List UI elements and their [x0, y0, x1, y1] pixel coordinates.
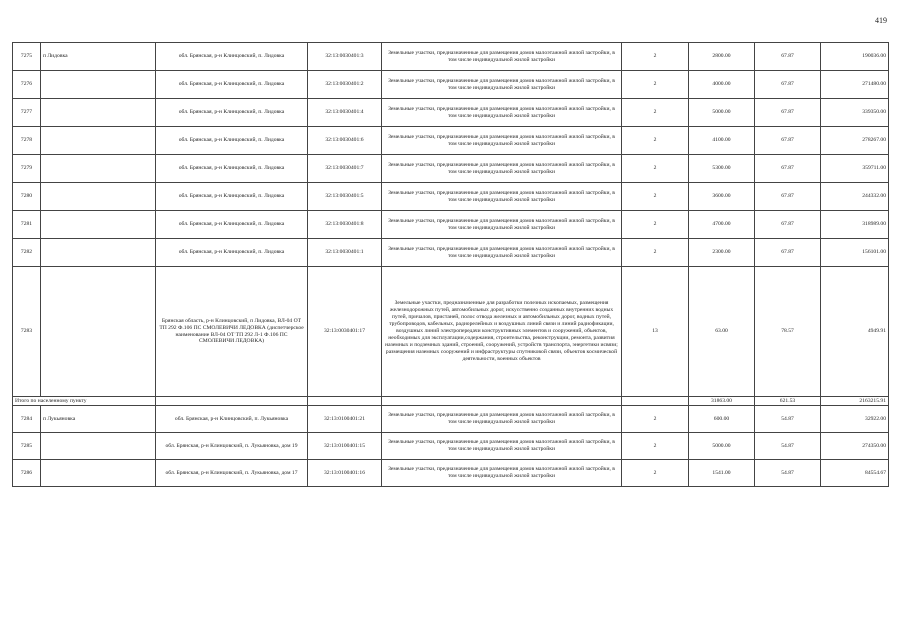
category-cell: 2: [622, 183, 689, 211]
cadastral-value-cell: 32922.00: [821, 406, 889, 433]
category-cell: 2: [622, 155, 689, 183]
land-use-cell: Земельные участки, предназначенные для размещения домов малоэтажной жилой застройки, в том числе индивидуальной жилой застройки: [382, 183, 622, 211]
land-use-cell: Земельные участки, предназначенные для разработки полезных ископаемых, размещения железнодорожных путей, автомобильных дорог, искусственно созданных внутренних водных путей, причалов, пристаней, полос отвода железных и автомобильных дорог, водных путей, трубопроводов, кабельных, радиорелейных и воздушных линий связи и линий радиофикации, воздушных линий электропередачи конструктивных элементов и сооружений, объектов, необходимых для эксплуатации,содержания, строительства, реконструкции, ремонта, развития наземных и подземных зданий, строений, сооружений, устройств транспорта, энергетики исвязи; размещения наземных сооружений и инфраструктуры спутниковой связи, объектов космической деятельности, военных объектов: [382, 267, 622, 397]
cadastral-number-cell: 32:13:0030401:4: [308, 99, 382, 127]
total-rate-cell: 621.53: [755, 397, 821, 406]
row-number: 7281: [13, 211, 41, 239]
row-number: 7278: [13, 127, 41, 155]
cadastral-value-cell: 190036.00: [821, 43, 889, 71]
empty-cell: [156, 397, 308, 406]
area-cell: 63.00: [689, 267, 755, 397]
empty-cell: [622, 397, 689, 406]
land-use-cell: Земельные участки, предназначенные для размещения домов малоэтажной жилой застройки, в том числе индивидуальной жилой застройки: [382, 433, 622, 460]
settlement-cell: [41, 211, 156, 239]
settlement-cell: п Лукьяновка: [41, 406, 156, 433]
address-cell: обл. Брянская, р-н Клинцовский, п. Лидовка: [156, 211, 308, 239]
land-use-cell: Земельные участки, предназначенные для размещения домов малоэтажной жилой застройки, в том числе индивидуальной жилой застройки: [382, 406, 622, 433]
address-cell: обл. Брянская, р-н Клинцовский, п. Лукьяновка, дом 19: [156, 433, 308, 460]
cadastral-number-cell: 32:13:0030401:8: [308, 211, 382, 239]
table-row: [13, 460, 889, 487]
category-cell: 2: [622, 433, 689, 460]
area-cell: 5300.00: [689, 155, 755, 183]
address-cell: обл. Брянская, р-н Клинцовский, п. Лукьяновка, дом 17: [156, 460, 308, 487]
area-cell: 4100.00: [689, 127, 755, 155]
cadastral-value-cell: 339350.00: [821, 99, 889, 127]
settlement-cell: [41, 99, 156, 127]
rate-cell: 67.87: [755, 43, 821, 71]
settlement-cell: [41, 460, 156, 487]
address-cell: обл. Брянская, р-н Клинцовский, п. Лидовка: [156, 43, 308, 71]
table-row: [13, 239, 889, 267]
area-cell: 2300.00: [689, 239, 755, 267]
address-cell: обл. Брянская, р-н Клинцовский, п. Лидовка: [156, 183, 308, 211]
address-cell: обл. Брянская, р-н Клинцовский, п. Лидовка: [156, 155, 308, 183]
empty-cell: [308, 397, 382, 406]
area-cell: 1541.00: [689, 460, 755, 487]
address-cell: обл. Брянская, р-н Клинцовский, п. Лукьяновка: [156, 406, 308, 433]
rate-cell: 78.57: [755, 267, 821, 397]
cadastral-value-cell: 274350.00: [821, 433, 889, 460]
area-cell: 5000.00: [689, 99, 755, 127]
table-row: [13, 433, 889, 460]
land-use-cell: Земельные участки, предназначенные для размещения домов малоэтажной жилой застройки, в том числе индивидуальной жилой застройки: [382, 43, 622, 71]
total-area-cell: 31863.00: [689, 397, 755, 406]
rate-cell: 67.87: [755, 183, 821, 211]
address-cell: обл. Брянская, р-н Клинцовский, п. Лидовка: [156, 127, 308, 155]
cadastral-number-cell: 32:13:0030401:17: [308, 267, 382, 397]
address-cell: Брянская область, р-н Клинцовский, п Лидовка, ВЛ-04 ОТ ТП 292 Ф.106 ПС СМОЛЕВИЧИ ЛЕДОВКА (диспетчерское наименование ВЛ-04 ОТ ТП 292 Л-1 Ф.106 ПС СМОЛЕВИЧИ ЛЕДОВКА): [156, 267, 308, 397]
rate-cell: 54.87: [755, 460, 821, 487]
table-row: [13, 127, 889, 155]
rate-cell: 54.87: [755, 406, 821, 433]
area-cell: 3600.00: [689, 183, 755, 211]
land-use-cell: Земельные участки, предназначенные для размещения домов малоэтажной жилой застройки, в том числе индивидуальной жилой застройки: [382, 211, 622, 239]
address-cell: обл. Брянская, р-н Клинцовский, п. Лидовка: [156, 99, 308, 127]
category-cell: 2: [622, 71, 689, 99]
cadastral-number-cell: 32:13:0100401:21: [308, 406, 382, 433]
cadastral-value-cell: 4949.91: [821, 267, 889, 397]
cadastral-number-cell: 32:13:0030401:5: [308, 183, 382, 211]
rate-cell: 67.87: [755, 239, 821, 267]
rate-cell: 67.87: [755, 155, 821, 183]
category-cell: 2: [622, 127, 689, 155]
row-number: 7283: [13, 267, 41, 397]
empty-cell: [382, 397, 622, 406]
settlement-cell: [41, 433, 156, 460]
area-cell: 4700.00: [689, 211, 755, 239]
settlement-cell: [41, 71, 156, 99]
category-cell: 2: [622, 43, 689, 71]
land-use-cell: Земельные участки, предназначенные для размещения домов малоэтажной жилой застройки, в том числе индивидуальной жилой застройки: [382, 71, 622, 99]
cadastral-number-cell: 32:13:0030401:2: [308, 71, 382, 99]
cadastral-value-cell: 318989.00: [821, 211, 889, 239]
area-cell: 4000.00: [689, 71, 755, 99]
land-use-cell: Земельные участки, предназначенные для размещения домов малоэтажной жилой застройки, в том числе индивидуальной жилой застройки: [382, 127, 622, 155]
settlement-cell: [41, 183, 156, 211]
cadastral-value-cell: 271480.00: [821, 71, 889, 99]
row-number: 7279: [13, 155, 41, 183]
total-value-cell: 2163215.91: [821, 397, 889, 406]
row-number: 7282: [13, 239, 41, 267]
area-cell: 2800.00: [689, 43, 755, 71]
category-cell: 2: [622, 406, 689, 433]
table-row: [13, 406, 889, 433]
row-number: 7280: [13, 183, 41, 211]
row-number: 7275: [13, 43, 41, 71]
land-use-cell: Земельные участки, предназначенные для размещения домов малоэтажной жилой застройки, в том числе индивидуальной жилой застройки: [382, 239, 622, 267]
cadastral-number-cell: 32:13:0030401:1: [308, 239, 382, 267]
table-row: [13, 99, 889, 127]
rate-cell: 67.87: [755, 99, 821, 127]
settlement-cell: [41, 267, 156, 397]
table-row: [13, 267, 889, 397]
category-cell: 13: [622, 267, 689, 397]
cadastral-number-cell: 32:13:0030401:7: [308, 155, 382, 183]
row-number: 7276: [13, 71, 41, 99]
rate-cell: 67.87: [755, 71, 821, 99]
cadastral-value-cell: 244332.00: [821, 183, 889, 211]
table-row: [13, 71, 889, 99]
rate-cell: 67.87: [755, 127, 821, 155]
cadastral-number-cell: 32:13:0030401:6: [308, 127, 382, 155]
cadastral-number-cell: 32:13:0100401:15: [308, 433, 382, 460]
total-label: Итого по населенному пункту: [13, 397, 156, 406]
cadastral-number-cell: 32:13:0100401:16: [308, 460, 382, 487]
rate-cell: 54.87: [755, 433, 821, 460]
table-row: [13, 211, 889, 239]
category-cell: 2: [622, 211, 689, 239]
cadastral-value-cell: 84554.67: [821, 460, 889, 487]
settlement-cell: [41, 239, 156, 267]
address-cell: обл. Брянская, р-н Клинцовский, п. Лидовка: [156, 239, 308, 267]
rate-cell: 67.87: [755, 211, 821, 239]
land-use-cell: Земельные участки, предназначенные для размещения домов малоэтажной жилой застройки, в том числе индивидуальной жилой застройки: [382, 155, 622, 183]
category-cell: 2: [622, 239, 689, 267]
land-use-cell: Земельные участки, предназначенные для размещения домов малоэтажной жилой застройки, в том числе индивидуальной жилой застройки: [382, 460, 622, 487]
category-cell: 2: [622, 460, 689, 487]
address-cell: обл. Брянская, р-н Клинцовский, п. Лидовка: [156, 71, 308, 99]
area-cell: 5000.00: [689, 433, 755, 460]
cadastral-value-cell: 156101.00: [821, 239, 889, 267]
cadastral-value-cell: 278267.00: [821, 127, 889, 155]
category-cell: 2: [622, 99, 689, 127]
cadastral-number-cell: 32:13:0030401:3: [308, 43, 382, 71]
row-number: 7286: [13, 460, 41, 487]
settlement-total-row: [13, 397, 889, 406]
settlement-cell: [41, 155, 156, 183]
cadastral-value-table: [12, 42, 889, 487]
land-use-cell: Земельные участки, предназначенные для размещения домов малоэтажной жилой застройки, в том числе индивидуальной жилой застройки: [382, 99, 622, 127]
settlement-cell: п Лидовка: [41, 43, 156, 71]
page-number: 419: [875, 16, 887, 25]
row-number: 7277: [13, 99, 41, 127]
table-row: [13, 155, 889, 183]
table-row: [13, 43, 889, 71]
settlement-cell: [41, 127, 156, 155]
row-number: 7285: [13, 433, 41, 460]
table-row: [13, 183, 889, 211]
row-number: 7284: [13, 406, 41, 433]
cadastral-value-cell: 359711.00: [821, 155, 889, 183]
area-cell: 600.00: [689, 406, 755, 433]
